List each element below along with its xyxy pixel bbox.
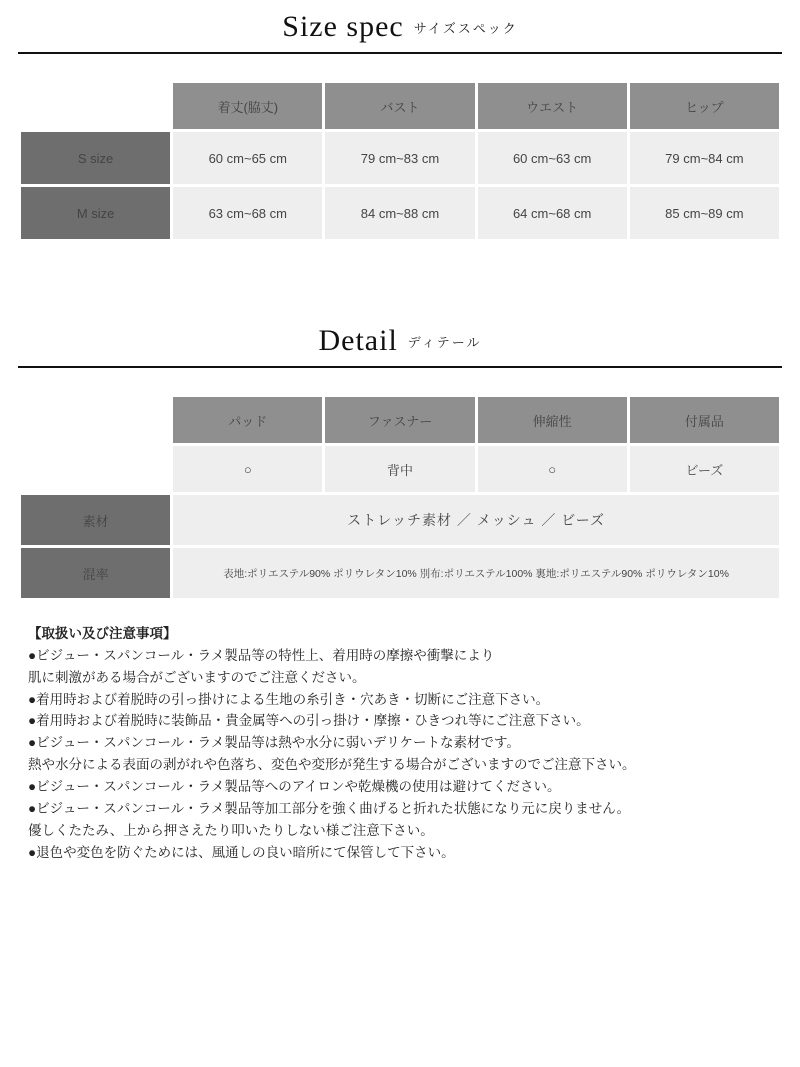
column-header-waist: ウエスト: [478, 83, 627, 129]
note-line: ●ビジュー・スパンコール・ラメ製品等へのアイロンや乾燥機の使用は避けてください。: [28, 779, 561, 795]
column-header-stretch: 伸縮性: [478, 397, 627, 443]
size-spec-subtitle: サイズスペック: [413, 20, 518, 36]
table-row: [21, 495, 779, 545]
detail-heading: [18, 314, 782, 358]
section-spacer: [18, 242, 782, 314]
table-row: [21, 446, 779, 492]
note-line: ●着用時および着脱時の引っ掛けによる生地の糸引き・穴あき・切断にご注意下さい。: [28, 691, 550, 707]
cell-blend-value: 表地:ポリエステル90% ポリウレタン10% 別布:ポリエステル100% 裏地:ポリエステル90% ポリウレタン10%: [173, 548, 779, 598]
empty-row-header: [21, 446, 170, 492]
note-line: 肌に刺激がある場合がございますのでご注意ください。: [28, 669, 366, 685]
table-row: [21, 132, 779, 184]
row-header-m-size: M size: [21, 187, 170, 239]
row-header-blend: 混率: [21, 548, 170, 598]
note-line: ●ビジュー・スパンコール・ラメ製品等の特性上、着用時の摩擦や衝撃により: [28, 647, 495, 663]
column-header-pad: パッド: [173, 397, 322, 443]
cell-s-length: 60 cm~65 cm: [173, 132, 322, 184]
cell-fastener: 背中: [325, 446, 474, 492]
care-notes: [18, 623, 782, 863]
cell-s-bust: 79 cm~83 cm: [325, 132, 474, 184]
table-header-row: [21, 397, 779, 443]
size-spec-heading: [18, 0, 782, 44]
size-spec-table: [18, 80, 782, 242]
cell-m-bust: 84 cm~88 cm: [325, 187, 474, 239]
column-header-accessories: 付属品: [630, 397, 779, 443]
table-row: [21, 548, 779, 598]
cell-s-waist: 60 cm~63 cm: [478, 132, 627, 184]
detail-table: [18, 394, 782, 601]
cell-m-length: 63 cm~68 cm: [173, 187, 322, 239]
notes-title: 【取扱い及び注意事項】: [28, 626, 177, 641]
detail-title: Detail: [318, 324, 398, 357]
cell-s-hip: 79 cm~84 cm: [630, 132, 779, 184]
cell-accessories: ビーズ: [630, 446, 779, 492]
note-line: 熱や水分による表面の剥がれや色落ち、変色や変形が発生する場合がございますのでご注意下さい。: [28, 757, 636, 773]
table-header-row: [21, 83, 779, 129]
cell-material-value: ストレッチ素材 ／ メッシュ ／ ビーズ: [173, 495, 779, 545]
note-line: ●ビジュー・スパンコール・ラメ製品等加工部分を強く曲げると折れた状態になり元に戻りません。: [28, 800, 631, 816]
cell-stretch: ○: [478, 446, 627, 492]
size-spec-title: Size spec: [282, 10, 404, 43]
column-header-length: 着丈(脇丈): [173, 83, 322, 129]
row-header-material: 素材: [21, 495, 170, 545]
detail-divider: [18, 366, 782, 368]
note-line: 優しくたたみ、上から押さえたり叩いたりしない様ご注意下さい。: [28, 822, 434, 838]
corner-cell: [21, 83, 170, 129]
row-header-s-size: S size: [21, 132, 170, 184]
size-spec-divider: [18, 52, 782, 54]
column-header-fastener: ファスナー: [325, 397, 474, 443]
cell-pad: ○: [173, 446, 322, 492]
detail-subtitle: ディテール: [407, 334, 482, 350]
note-line: ●着用時および着脱時に装飾品・貴金属等への引っ掛け・摩擦・ひきつれ等にご注意下さい。: [28, 713, 590, 729]
column-header-bust: バスト: [325, 83, 474, 129]
table-row: [21, 187, 779, 239]
cell-m-hip: 85 cm~89 cm: [630, 187, 779, 239]
corner-cell: [21, 397, 170, 443]
note-line: ●退色や変色を防ぐためには、風通しの良い暗所にて保管して下さい。: [28, 844, 455, 860]
column-header-hip: ヒップ: [630, 83, 779, 129]
note-line: ●ビジュー・スパンコール・ラメ製品等は熱や水分に弱いデリケートな素材です。: [28, 735, 520, 751]
cell-m-waist: 64 cm~68 cm: [478, 187, 627, 239]
